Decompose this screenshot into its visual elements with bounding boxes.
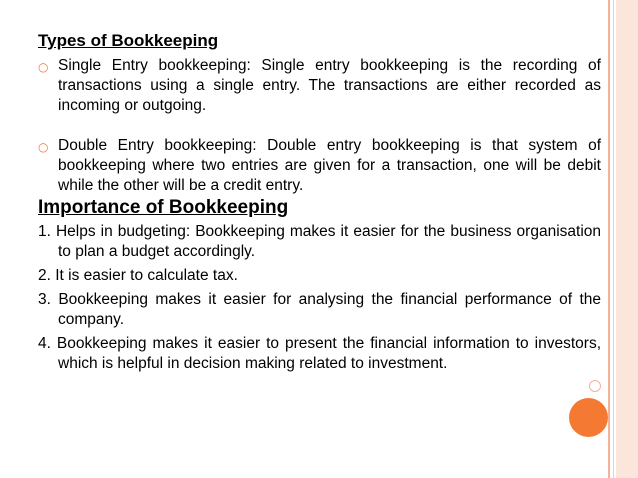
bullet-text: Double Entry bookkeeping: Double entry bookkeeping is that system of bookkeeping where two entries are given for a transaction, one will be debit while the other will be a credit entry. xyxy=(58,137,601,194)
importance-item-3: 3. Bookkeeping makes it easier for analysing the financial performance of the company. xyxy=(38,291,601,328)
decorative-border-line-thin xyxy=(613,0,614,478)
bullet-circle-icon: ○ xyxy=(38,60,49,74)
importance-item-4: 4. Bookkeeping makes it easier to present the financial information to investors, which is helpful in decision making related to investment. xyxy=(38,335,601,372)
decorative-border-band xyxy=(616,0,638,478)
bullet-text: Single Entry bookkeeping: Single entry bookkeeping is the recording of transactions using a single entry. The transactions are either recorded as incoming or outgoing. xyxy=(58,57,601,114)
decorative-small-circle xyxy=(589,380,601,392)
bullet-circle-icon: ○ xyxy=(38,140,49,154)
decorative-border-line xyxy=(608,0,610,478)
bullet-double-entry xyxy=(38,136,601,196)
importance-item-1: 1. Helps in budgeting: Bookkeeping makes it easier for the business organisation to plan a budget accordingly. xyxy=(38,223,601,260)
bullet-single-entry xyxy=(38,56,601,116)
types-heading: Types of Bookkeeping xyxy=(38,31,219,50)
decorative-orange-circle xyxy=(569,398,608,437)
importance-item-2: 2. It is easier to calculate tax. xyxy=(38,267,238,284)
slide-content xyxy=(38,30,601,374)
importance-heading: Importance of Bookkeeping xyxy=(38,197,289,218)
